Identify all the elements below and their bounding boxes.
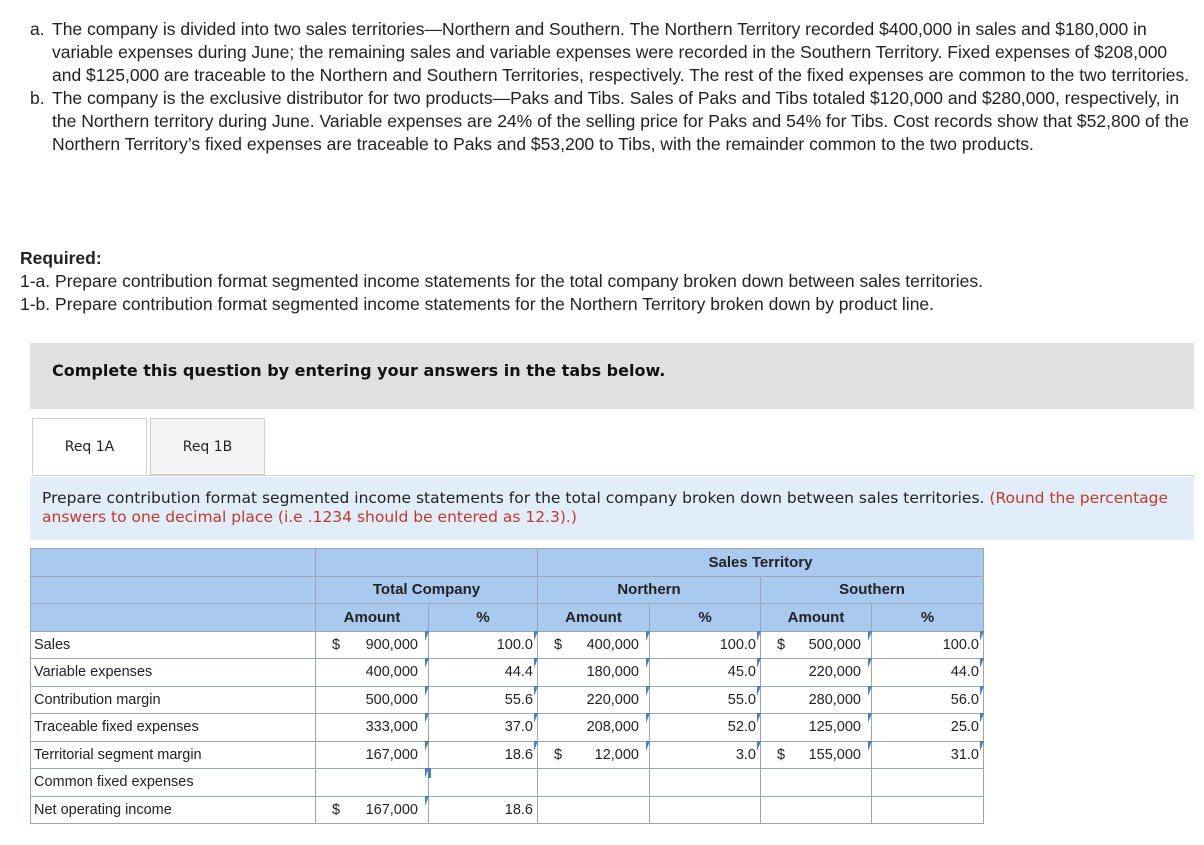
amount-value: 400,000 xyxy=(365,664,418,681)
percent-value: 45.0 xyxy=(727,664,756,681)
percent-value: 18.6 xyxy=(504,746,533,763)
amount-value xyxy=(418,774,428,790)
table-row-traceable-fixed-expenses xyxy=(31,714,1095,742)
amount-value: 167,000 xyxy=(365,801,418,818)
north-amount-common-fixed-expenses xyxy=(538,769,650,797)
total-company-header: Total Company xyxy=(316,576,538,604)
subheader-amount: Amount xyxy=(761,604,872,632)
currency-symbol: $ xyxy=(332,636,341,653)
north-amount-sales[interactable] xyxy=(538,631,650,659)
subheader-amount: Amount xyxy=(538,604,650,632)
north-percent-sales[interactable] xyxy=(650,631,761,659)
header-blank xyxy=(31,576,316,604)
south-amount-common-fixed-expenses xyxy=(761,769,872,797)
amount-value: 333,000 xyxy=(365,719,418,736)
currency-symbol: $ xyxy=(777,746,786,763)
sales-territory-header: Sales Territory xyxy=(538,549,984,577)
north-amount-territorial-segment-margin[interactable] xyxy=(538,741,650,769)
percent-value xyxy=(979,774,983,790)
percent-value: 52.0 xyxy=(727,719,756,736)
table-row-sales xyxy=(31,631,1095,659)
problem-statement xyxy=(20,18,1190,156)
percent-value xyxy=(979,802,983,818)
required-line-1b: 1-b. Prepare contribution format segmented income statements for the Northern Territory broken down by product line. xyxy=(20,294,935,314)
south-amount-contribution-margin[interactable] xyxy=(761,686,872,714)
southern-header: Southern xyxy=(761,576,984,604)
south-amount-sales[interactable] xyxy=(761,631,872,659)
percent-value xyxy=(533,774,537,790)
total-amount-contribution-margin[interactable] xyxy=(316,686,429,714)
tab-divider xyxy=(32,475,1194,476)
subheader-percent: % xyxy=(429,604,538,632)
required-section xyxy=(20,247,983,316)
segmented-income-statement-table xyxy=(30,548,1095,824)
south-percent-traceable-fixed-expenses[interactable] xyxy=(872,714,984,742)
amount-value: 280,000 xyxy=(808,691,861,708)
subheader-amount: Amount xyxy=(316,604,429,632)
north-percent-traceable-fixed-expenses[interactable] xyxy=(650,714,761,742)
currency-symbol: $ xyxy=(332,801,341,818)
south-percent-common-fixed-expenses xyxy=(872,769,984,797)
percent-value: 44.0 xyxy=(950,664,979,681)
row-label-variable-expenses: Variable expenses xyxy=(31,659,316,687)
amount-value xyxy=(645,774,649,790)
total-amount-sales[interactable] xyxy=(316,631,429,659)
instructions-banner xyxy=(30,343,1194,409)
north-percent-territorial-segment-margin[interactable] xyxy=(650,741,761,769)
south-percent-sales[interactable] xyxy=(872,631,984,659)
required-heading: Required: xyxy=(20,248,102,268)
south-percent-variable-expenses[interactable] xyxy=(872,659,984,687)
amount-value xyxy=(867,774,871,790)
row-label-sales: Sales xyxy=(31,631,316,659)
total-percent-common-fixed-expenses[interactable] xyxy=(429,769,538,797)
row-label-territorial-segment-margin: Territorial segment margin xyxy=(31,741,316,769)
total-amount-variable-expenses[interactable] xyxy=(316,659,429,687)
total-percent-sales[interactable] xyxy=(429,631,538,659)
total-amount-common-fixed-expenses[interactable] xyxy=(316,769,429,797)
percent-value: 18.6 xyxy=(504,801,533,818)
percent-value: 100.0 xyxy=(942,636,979,653)
amount-value: 400,000 xyxy=(586,636,639,653)
rounding-note: (Round the percentage answers to one decimal place (i.e .1234 should be entered as 12.3).) xyxy=(42,489,1169,526)
amount-value xyxy=(645,802,649,818)
north-percent-net-operating-income xyxy=(650,796,761,824)
amount-value: 500,000 xyxy=(808,636,861,653)
percent-value xyxy=(756,802,760,818)
north-amount-traceable-fixed-expenses[interactable] xyxy=(538,714,650,742)
tab-req-1a[interactable]: Req 1A xyxy=(32,418,147,475)
banner-text: Complete this question by entering your answers in the tabs below. xyxy=(52,361,666,380)
percent-value: 55.6 xyxy=(504,691,533,708)
south-amount-variable-expenses[interactable] xyxy=(761,659,872,687)
north-amount-contribution-margin[interactable] xyxy=(538,686,650,714)
table-row-net-operating-income xyxy=(31,796,1095,824)
percent-value: 100.0 xyxy=(719,636,756,653)
row-label-net-operating-income: Net operating income xyxy=(31,796,316,824)
currency-symbol: $ xyxy=(554,636,563,653)
total-amount-territorial-segment-margin[interactable] xyxy=(316,741,429,769)
amount-value: 208,000 xyxy=(586,719,639,736)
header-blank xyxy=(31,549,316,577)
amount-value: 12,000 xyxy=(594,746,639,763)
south-percent-territorial-segment-margin[interactable] xyxy=(872,741,984,769)
amount-value: 900,000 xyxy=(365,636,418,653)
row-label-common-fixed-expenses: Common fixed expenses xyxy=(31,769,316,797)
amount-value: 180,000 xyxy=(586,664,639,681)
header-blank xyxy=(31,604,316,632)
percent-value: 37.0 xyxy=(504,719,533,736)
percent-value: 3.0 xyxy=(735,746,756,763)
problem-item-a: a. The company is divided into two sales territories—Northern and Southern. The Northern Territory recorded $400,000 in sales and $180,000 in variable expenses during June; the remaining sales and variable expenses were recorded in the Southern Territory. Fixed expenses of $208,000 and $125,000 are traceable to the Northern and Southern Territories, respectively. The rest of the fixed expenses are common to the two territories. xyxy=(30,19,1190,85)
south-percent-contribution-margin[interactable] xyxy=(872,686,984,714)
amount-value: 125,000 xyxy=(808,719,861,736)
table-row-territorial-segment-margin xyxy=(31,741,1095,769)
question-instruction xyxy=(30,477,1194,540)
total-percent-territorial-segment-margin[interactable] xyxy=(429,741,538,769)
percent-value: 44.4 xyxy=(504,664,533,681)
percent-value: 55.0 xyxy=(727,691,756,708)
north-amount-variable-expenses[interactable] xyxy=(538,659,650,687)
problem-item-b: b. The company is the exclusive distributor for two products—Paks and Tibs. Sales of Paks and Tibs totaled $120,000 and $280,000, respectively, in the Northern territory during June. Variable expenses are 24% of the selling price for Paks and 54% for Tibs. Cost records show that $52,800 of the Northern Territory’s fixed expenses are traceable to Paks and $53,200 to Tibs, with the remainder common to the two products. xyxy=(30,88,1189,154)
percent-value: 25.0 xyxy=(950,719,979,736)
instruction-text: Prepare contribution format segmented income statements for the total company broken down between sales territories. xyxy=(42,489,985,507)
south-amount-net-operating-income xyxy=(761,796,872,824)
total-percent-net-operating-income xyxy=(429,796,538,824)
table-row-variable-expenses xyxy=(31,659,1095,687)
amount-value: 155,000 xyxy=(808,746,861,763)
total-amount-traceable-fixed-expenses[interactable] xyxy=(316,714,429,742)
amount-value xyxy=(867,802,871,818)
percent-value: 56.0 xyxy=(950,691,979,708)
total-percent-contribution-margin[interactable] xyxy=(429,686,538,714)
north-percent-common-fixed-expenses xyxy=(650,769,761,797)
currency-symbol: $ xyxy=(554,746,563,763)
northern-header: Northern xyxy=(538,576,761,604)
required-line-1a: 1-a. Prepare contribution format segmented income statements for the total company broken down between sales territories. xyxy=(20,271,983,291)
header-blank-total xyxy=(316,549,538,577)
south-amount-territorial-segment-margin[interactable] xyxy=(761,741,872,769)
total-amount-net-operating-income[interactable] xyxy=(316,796,429,824)
total-percent-variable-expenses[interactable] xyxy=(429,659,538,687)
north-amount-net-operating-income xyxy=(538,796,650,824)
south-percent-net-operating-income xyxy=(872,796,984,824)
table-row-contribution-margin xyxy=(31,686,1095,714)
subheader-percent: % xyxy=(650,604,761,632)
currency-symbol: $ xyxy=(777,636,786,653)
percent-value xyxy=(756,774,760,790)
south-amount-traceable-fixed-expenses[interactable] xyxy=(761,714,872,742)
north-percent-variable-expenses[interactable] xyxy=(650,659,761,687)
amount-value: 500,000 xyxy=(365,691,418,708)
amount-value: 167,000 xyxy=(365,746,418,763)
amount-value: 220,000 xyxy=(586,691,639,708)
row-label-contribution-margin: Contribution margin xyxy=(31,686,316,714)
percent-value: 31.0 xyxy=(950,746,979,763)
tab-req-1b[interactable]: Req 1B xyxy=(150,418,265,475)
amount-value: 220,000 xyxy=(808,664,861,681)
subheader-percent: % xyxy=(872,604,984,632)
north-percent-contribution-margin[interactable] xyxy=(650,686,761,714)
percent-value: 100.0 xyxy=(496,636,533,653)
total-percent-traceable-fixed-expenses[interactable] xyxy=(429,714,538,742)
table-row-common-fixed-expenses xyxy=(31,769,1095,797)
row-label-traceable-fixed-expenses: Traceable fixed expenses xyxy=(31,714,316,742)
